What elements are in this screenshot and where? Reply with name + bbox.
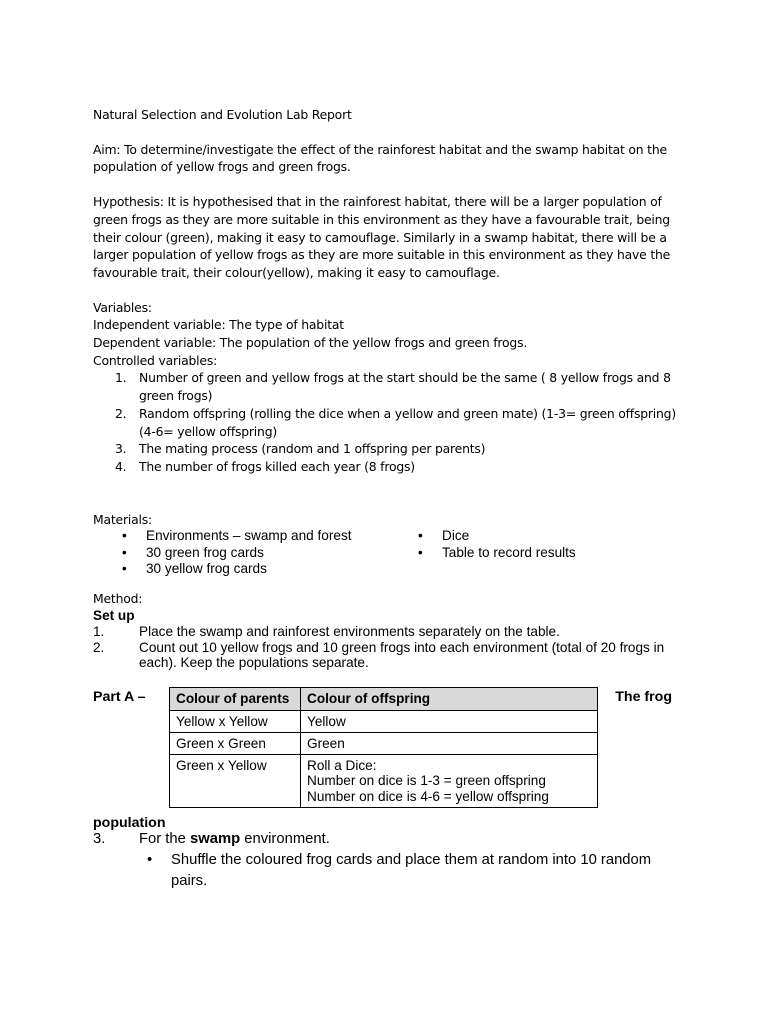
controlled-variables-heading: Controlled variables:	[93, 352, 218, 368]
table-row	[170, 710, 598, 732]
list-item: 3. The mating process (random and 1 offspring per parents)	[115, 441, 486, 457]
list-item: 4. The number of frogs killed each year (8 frogs)	[115, 458, 415, 474]
list-item: 1. Number of green and yellow frogs at the start should be the same ( 8 yellow frogs and 8 green frogs)	[115, 370, 671, 404]
table-header: Colour of parents	[170, 688, 301, 710]
table-header-row	[170, 688, 598, 710]
list-item: • Shuffle the coloured frog cards and place them at random into 10 random pairs.	[93, 850, 677, 892]
part-a-section	[93, 687, 677, 815]
table-cell: Yellow x Yellow	[170, 710, 301, 732]
table-cell: Green x Green	[170, 732, 301, 754]
table-cell: Green	[301, 732, 598, 754]
parents-offspring-table	[169, 687, 598, 808]
independent-variable: Independent variable: The type of habitat	[93, 317, 344, 333]
list-item: • 30 yellow frog cards	[122, 561, 352, 578]
variables-heading: Variables:	[93, 299, 152, 315]
method-step: 1. Place the swamp and rainforest environments separately on the table.	[93, 623, 560, 639]
table-cell: Green x Yellow	[170, 755, 301, 808]
table-cell: Roll a Dice: Number on dice is 1-3 = green offspring Number on dice is 4-6 = yellow offspring	[301, 755, 598, 808]
part-a-label: Part A –	[93, 689, 146, 706]
dependent-variable: Dependent variable: The population of the yellow frogs and green frogs.	[93, 335, 528, 351]
list-item: • 30 green frog cards	[122, 545, 352, 562]
method-heading: Method:	[93, 591, 143, 607]
list-item: • Table to record results	[418, 545, 576, 562]
method-step: 2. Count out 10 yellow frogs and 10 green frogs into each environment (total of 20 frogs in each). Keep the populations separate.	[93, 639, 665, 671]
materials-list	[93, 528, 677, 580]
list-item: • Environments – swamp and forest	[122, 528, 352, 545]
document-title: Natural Selection and Evolution Lab Report	[93, 107, 352, 122]
aim-paragraph: Aim: To determine/investigate the effect of the rainforest habitat and the swamp habitat on the population of yellow frogs and green frogs.	[93, 141, 667, 175]
part-a-title-end: population	[93, 815, 166, 832]
part-a-title-continued: The frog	[615, 689, 672, 706]
setup-heading: Set up	[93, 608, 135, 624]
method-step: 3. For the swamp environment.	[93, 831, 330, 848]
table-cell: Yellow	[301, 710, 598, 732]
list-item: • Dice	[418, 528, 576, 545]
table-row	[170, 755, 598, 808]
table-row	[170, 732, 598, 754]
controlled-variables-list	[93, 369, 677, 475]
materials-heading: Materials:	[93, 511, 152, 527]
table-header: Colour of offspring	[301, 688, 598, 710]
list-item: 2. Random offspring (rolling the dice when a yellow and green mate) (1-3= green offspring) (4-6= yellow offspring)	[115, 405, 676, 439]
document-page	[93, 106, 677, 892]
hypothesis-paragraph: Hypothesis: It is hypothesised that in the rainforest habitat, there will be a larger population of green frogs as they are more suitable in this environment as they have a favourable trait, being their colour (green), making it easy to camouflage. Similarly in a swamp habitat, there will be a larger population of yellow frogs as they are more suitable in this environment as they have the favourable trait, their colour(yellow), making it easy to camouflage.	[93, 194, 671, 280]
